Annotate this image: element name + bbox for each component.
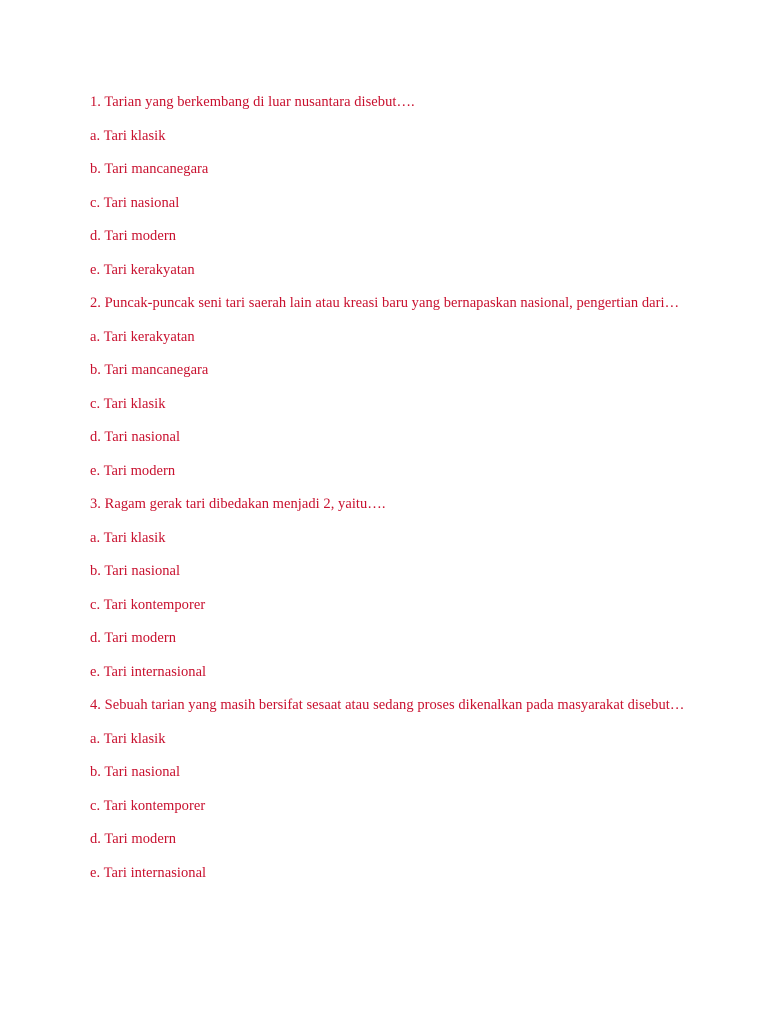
- question-3: [90, 494, 690, 683]
- question-text: 1. Tarian yang berkembang di luar nusantara disebut….: [90, 94, 415, 110]
- question-2: [90, 293, 690, 482]
- answer-option-a: a. Tari klasik: [90, 529, 166, 546]
- answer-option-d: d. Tari nasional: [90, 429, 181, 445]
- answer-option-e: e. Tari internasional: [90, 663, 207, 680]
- answer-option-c: c. Tari kontemporer: [90, 596, 206, 613]
- answer-option-b: b. Tari mancanegara: [90, 161, 209, 177]
- answer-option-a: a. Tari klasik: [90, 730, 166, 747]
- answer-option-c: c. Tari klasik: [90, 395, 166, 412]
- answer-option-e: e. Tari internasional: [90, 864, 207, 881]
- answer-option-e: e. Tari kerakyatan: [90, 261, 195, 278]
- answer-option-b: b. Tari nasional: [90, 563, 181, 579]
- answer-option-d: d. Tari modern: [90, 228, 176, 244]
- answer-option-c: c. Tari nasional: [90, 194, 180, 211]
- question-text: 3. Ragam gerak tari dibedakan menjadi 2, yaitu….: [90, 496, 386, 512]
- answer-option-a: a. Tari klasik: [90, 127, 166, 144]
- question-1: [90, 92, 690, 281]
- question-text: 2. Puncak-puncak seni tari saerah lain atau kreasi baru yang bernapaskan nasional, pengertian dari…: [90, 295, 680, 311]
- answer-option-c: c. Tari kontemporer: [90, 797, 206, 814]
- answer-option-e: e. Tari modern: [90, 462, 176, 479]
- answer-option-b: b. Tari nasional: [90, 764, 181, 780]
- document-page: [90, 92, 690, 896]
- question-text: 4. Sebuah tarian yang masih bersifat sesaat atau sedang proses dikenalkan pada masyarakat disebut…: [90, 697, 685, 713]
- answer-option-d: d. Tari modern: [90, 831, 176, 847]
- answer-option-d: d. Tari modern: [90, 630, 176, 646]
- question-4: [90, 695, 690, 884]
- answer-option-b: b. Tari mancanegara: [90, 362, 209, 378]
- answer-option-a: a. Tari kerakyatan: [90, 328, 195, 345]
